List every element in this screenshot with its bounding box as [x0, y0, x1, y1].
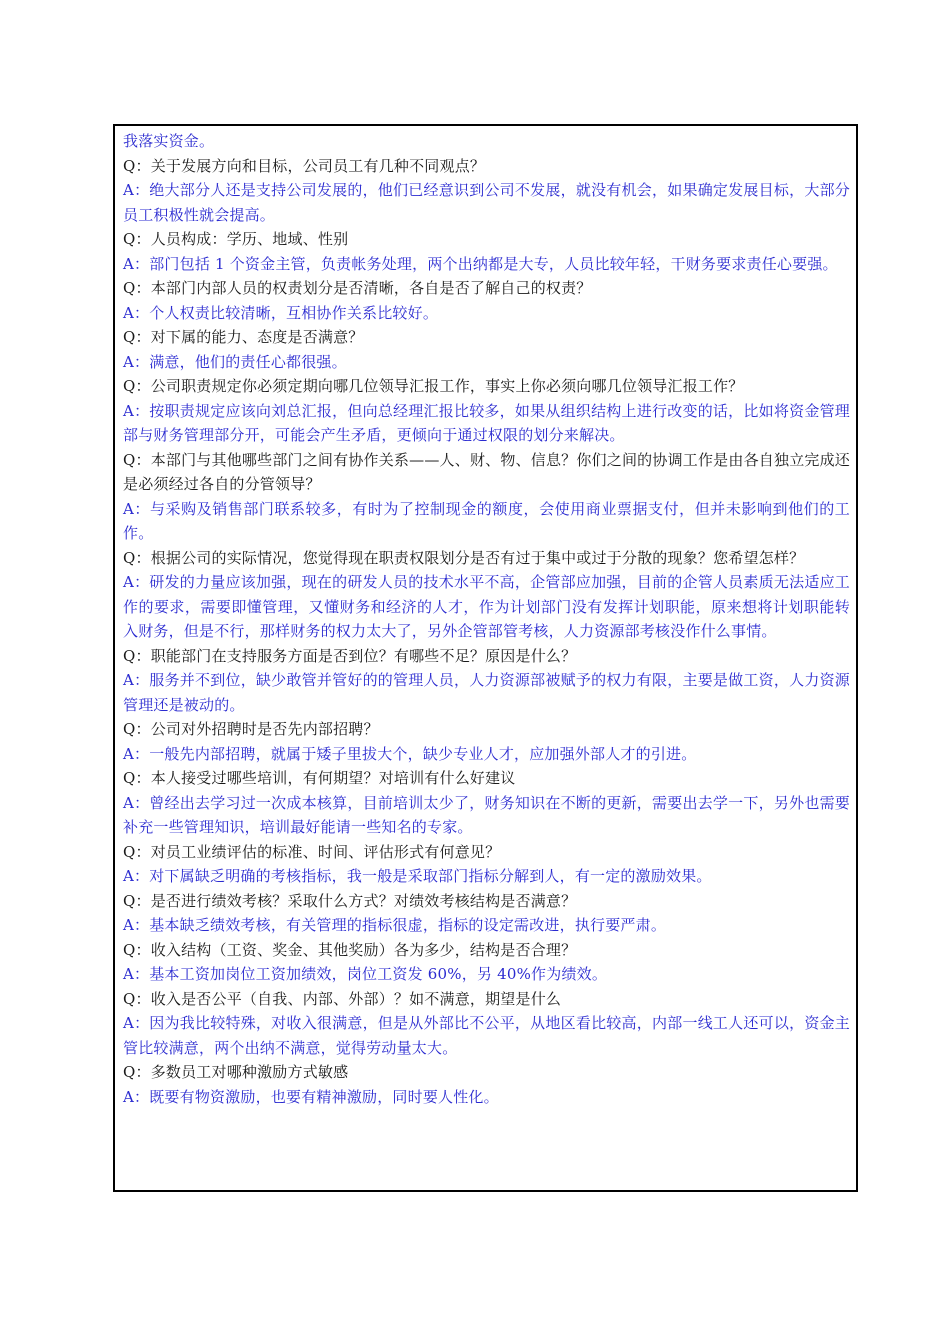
- answer-line: A：服务并不到位，缺少敢管并管好的的管理人员，人力资源部被赋予的权力有限，主要是做工资，人力资源管理还是被动的。: [123, 671, 850, 714]
- answer-line: A：按职责规定应该向刘总汇报，但向总经理汇报比较多，如果从组织结构上进行改变的话，比如将资金管理部与财务管理部分开，可能会产生矛盾，更倾向于通过权限的划分来解决。: [123, 401, 850, 444]
- question-line: Q：公司对外招聘时是否先内部招聘？: [123, 720, 379, 738]
- question-line: Q：多数员工对哪种激励方式敏感: [123, 1063, 349, 1081]
- question-line: Q：对员工业绩评估的标准、时间、评估形式有何意见？: [123, 842, 501, 861]
- answer-line: A：满意，他们的责任心都很强。: [123, 352, 347, 371]
- question-line: Q：公司职责规定你必须定期向哪几位领导汇报工作，事实上你必须向哪几位领导汇报工作？: [123, 377, 744, 395]
- question-line: Q：本人接受过哪些培训，有何期望？对培训有什么好建议: [123, 769, 516, 787]
- answer-line: A：对下属缺乏明确的考核指标，我一般是采取部门指标分解到人，有一定的激励效果。: [123, 867, 712, 885]
- answer-line: A：研发的力量应该加强，现在的研发人员的技术水平不高，企管部应加强，目前的企管人员素质无法适应工作的要求，需要即懂管理，又懂财务和经济的人才，作为计划部门没有发挥计划职能，原来想将计划职能转入财务，但是不行，那样财务的权力太大了，另外企管部管考核，人力资源部考核没作什么事情。: [123, 573, 850, 640]
- question-line: Q：收入是否公平（自我、内部、外部）？如不满意，期望是什么: [123, 989, 562, 1008]
- answer-line: A：一般先内部招聘，就属于矮子里拔大个，缺少专业人才，应加强外部人才的引进。: [123, 744, 697, 763]
- question-line: Q：对下属的能力、态度是否满意？: [123, 328, 364, 346]
- answer-line: A：因为我比较特殊，对收入很满意，但是从外部比不公平，从地区看比较高，内部一线工人还可以，资金主管比较满意，两个出纳不满意，觉得劳动量太大。: [123, 1014, 850, 1057]
- question-line: Q：本部门内部人员的权责划分是否清晰，各自是否了解自己的权责？: [123, 279, 592, 297]
- answer-line: 我落实资金。: [123, 132, 215, 150]
- question-line: Q：是否进行绩效考核？采取什么方式？对绩效考核结构是否满意？: [123, 891, 577, 910]
- question-line: Q：关于发展方向和目标，公司员工有几种不同观点？: [123, 156, 486, 175]
- question-line: Q：收入结构（工资、奖金、其他奖励）各为多少，结构是否合理？: [123, 940, 577, 959]
- question-line: Q：根据公司的实际情况，您觉得现在职责权限划分是否有过于集中或过于分散的现象？您希望怎样？: [123, 548, 805, 567]
- answer-line: A：绝大部分人还是支持公司发展的，他们已经意识到公司不发展，就没有机会，如果确定发展目标，大部分员工积极性就会提高。: [123, 181, 850, 224]
- answer-line: A：部门包括 1 个资金主管，负责帐务处理，两个出纳都是大专，人员比较年轻，干财务要求责任心要强。: [123, 254, 838, 273]
- question-line: Q：职能部门在支持服务方面是否到位？有哪些不足？原因是什么？: [123, 646, 577, 665]
- question-line: Q：本部门与其他哪些部门之间有协作关系——人、财、物、信息？你们之间的协调工作是由各自独立完成还是必须经过各自的分管领导？: [123, 450, 850, 493]
- answer-line: A：个人权责比较清晰，互相协作关系比较好。: [123, 303, 439, 322]
- answer-line: A：曾经出去学习过一次成本核算，目前培训太少了，财务知识在不断的更新，需要出去学一下，另外也需要补充一些管理知识，培训最好能请一些知名的专家。: [123, 793, 850, 836]
- answer-line: A：基本工资加岗位工资加绩效，岗位工资发 60%，另 40%作为绩效。: [123, 965, 608, 983]
- question-line: Q：人员构成：学历、地域、性别: [123, 230, 349, 248]
- answer-line: A：基本缺乏绩效考核，有关管理的指标很虚，指标的设定需改进，执行要严肃。: [123, 916, 667, 934]
- answer-line: A：与采购及销售部门联系较多，有时为了控制现金的额度，会使用商业票据支付，但并未影响到他们的工作。: [123, 499, 850, 542]
- answer-line: A：既要有物资激励，也要有精神激励，同时要人性化。: [123, 1087, 499, 1106]
- interview-text-box: [113, 124, 858, 1192]
